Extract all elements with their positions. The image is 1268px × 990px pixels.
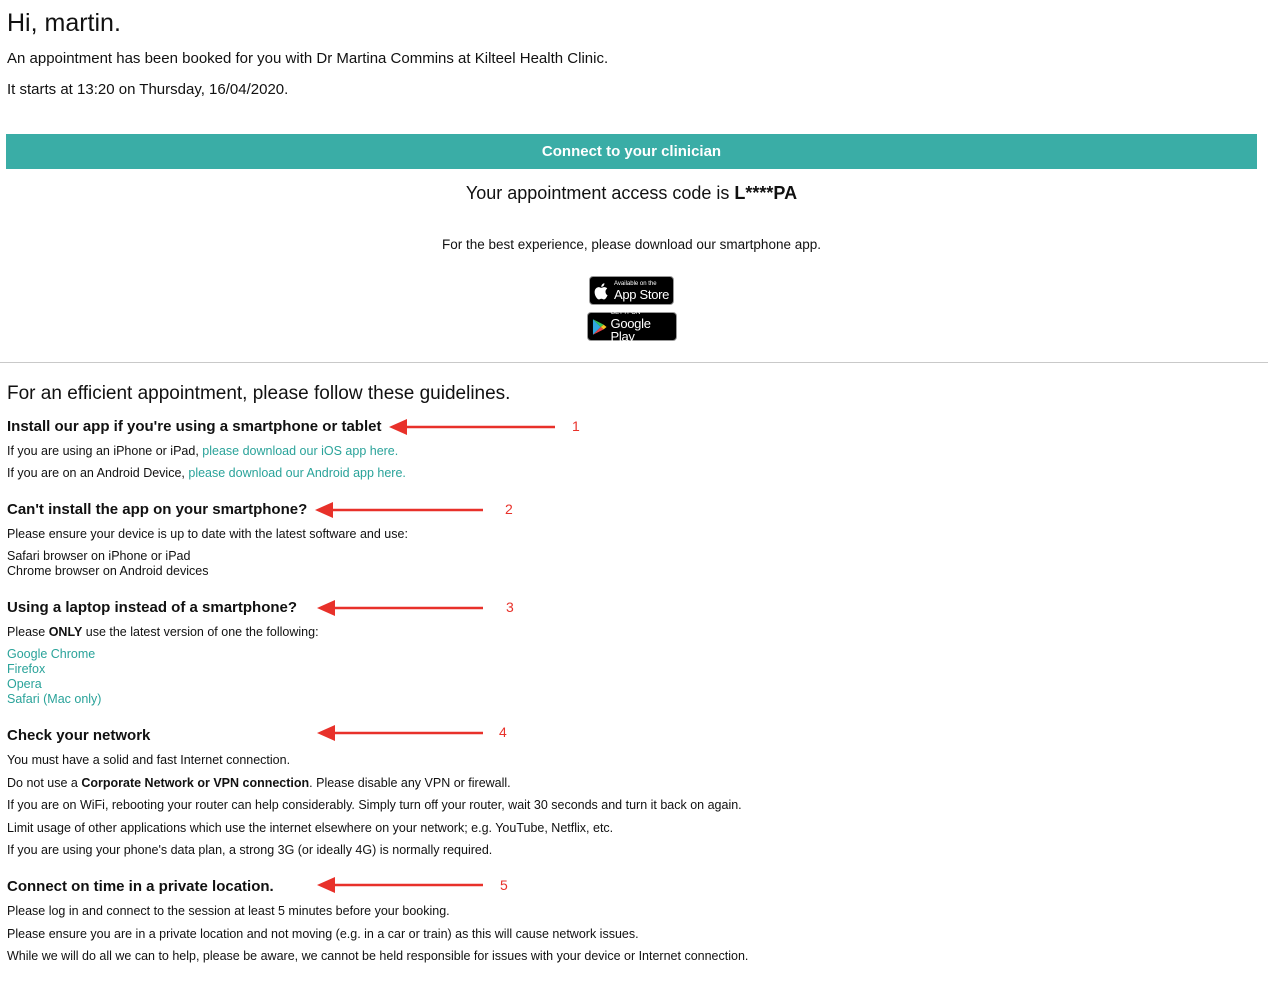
section-3-text-c: use the latest version of one the following: [82, 625, 319, 639]
section-4-title: Check your network [7, 727, 151, 744]
google-play-big-text: Google Play [610, 316, 651, 344]
section-5-line-1: Please log in and connect to the session at least 5 minutes before your booking. [7, 904, 450, 918]
arrow-left-icon [313, 722, 488, 744]
connect-button-label: Connect to your clinician [541, 143, 722, 160]
greeting: Hi, martin. [7, 9, 121, 37]
browser-link-chrome[interactable]: Google Chrome [7, 647, 96, 661]
app-store-big-text: App Store [614, 286, 670, 302]
google-play-icon [592, 318, 608, 336]
section-1-line-2 [7, 466, 406, 480]
ios-app-link[interactable]: please download our iOS app here. [202, 444, 399, 458]
guidelines-heading: For an efficient appointment, please follow these guidelines. [7, 383, 511, 404]
section-3-text-b: ONLY [48, 625, 83, 639]
section-2-line-3: Chrome browser on Android devices [7, 564, 209, 578]
annotation-number-5: 5 [500, 877, 508, 893]
connect-to-clinician-button[interactable] [6, 134, 1257, 169]
section-4-line-4: Limit usage of other applications which use the internet elsewhere on your network; e.g. YouTube, Netflix, etc. [7, 821, 614, 835]
divider [0, 362, 1268, 363]
arrow-left-icon [311, 499, 486, 521]
google-play-badge[interactable] [587, 310, 677, 344]
section-4-line-1: You must have a solid and fast Internet connection. [7, 753, 291, 767]
annotation-number-3: 3 [506, 599, 514, 615]
section-5-line-2: Please ensure you are in a private location and not moving (e.g. in a car or train) as this will cause network issues. [7, 927, 639, 941]
access-code-line [0, 183, 1263, 204]
apple-icon [593, 281, 611, 301]
section-2-line-2: Safari browser on iPhone or iPad [7, 549, 191, 563]
section-3-line-1 [7, 625, 319, 639]
access-code-prefix: Your appointment access code is [465, 183, 735, 203]
section-1-line-1 [7, 444, 398, 458]
annotation-number-1: 1 [572, 418, 580, 434]
access-code: L****PA [734, 183, 798, 203]
arrow-left-icon [313, 597, 488, 619]
app-store-badge[interactable] [589, 276, 674, 305]
section-4-text-b: Corporate Network or VPN connection [81, 776, 310, 790]
section-3-title: Using a laptop instead of a smartphone? [7, 599, 298, 616]
browser-link-safari[interactable]: Safari (Mac only) [7, 692, 102, 706]
section-4-text-c: . Please disable any VPN or firewall. [309, 776, 511, 790]
android-text: If you are on an Android Device, [7, 466, 189, 480]
section-4-line-5: If you are using your phone's data plan, a strong 3G (or ideally 4G) is normally required. [7, 843, 493, 857]
section-3-text-a: Please [7, 625, 49, 639]
app-store-small-text: Available on the [614, 280, 657, 287]
google-play-small-text: GET IT ON [610, 310, 641, 316]
arrow-left-icon [385, 416, 560, 438]
section-4-line-2 [7, 776, 511, 790]
browser-link-opera[interactable]: Opera [7, 677, 42, 691]
section-4-text-a: Do not use a [7, 776, 82, 790]
section-1-title: Install our app if you're using a smartphone or tablet [7, 418, 382, 435]
section-5-line-3: While we will do all we can to help, please be aware, we cannot be held responsible for issues with your device or Internet connection. [7, 949, 749, 963]
annotation-number-4: 4 [499, 724, 507, 740]
start-time-text: It starts at 13:20 on Thursday, 16/04/2020. [7, 81, 289, 98]
arrow-left-icon [313, 874, 488, 896]
section-5-title: Connect on time in a private location. [7, 878, 274, 895]
ios-text: If you are using an iPhone or iPad, [7, 444, 203, 458]
section-2-title: Can't install the app on your smartphone? [7, 501, 308, 518]
browser-link-firefox[interactable]: Firefox [7, 662, 46, 676]
annotation-number-2: 2 [505, 501, 513, 517]
section-2-line-1: Please ensure your device is up to date with the latest software and use: [7, 527, 408, 541]
section-4-line-3: If you are on WiFi, rebooting your router can help considerably. Simply turn off your router, wait 30 seconds and turn it back on again. [7, 798, 742, 812]
app-hint: For the best experience, please download our smartphone app. [442, 237, 821, 252]
appointment-text: An appointment has been booked for you with Dr Martina Commins at Kilteel Health Clinic. [7, 50, 609, 67]
android-app-link[interactable]: please download our Android app here. [188, 466, 406, 480]
